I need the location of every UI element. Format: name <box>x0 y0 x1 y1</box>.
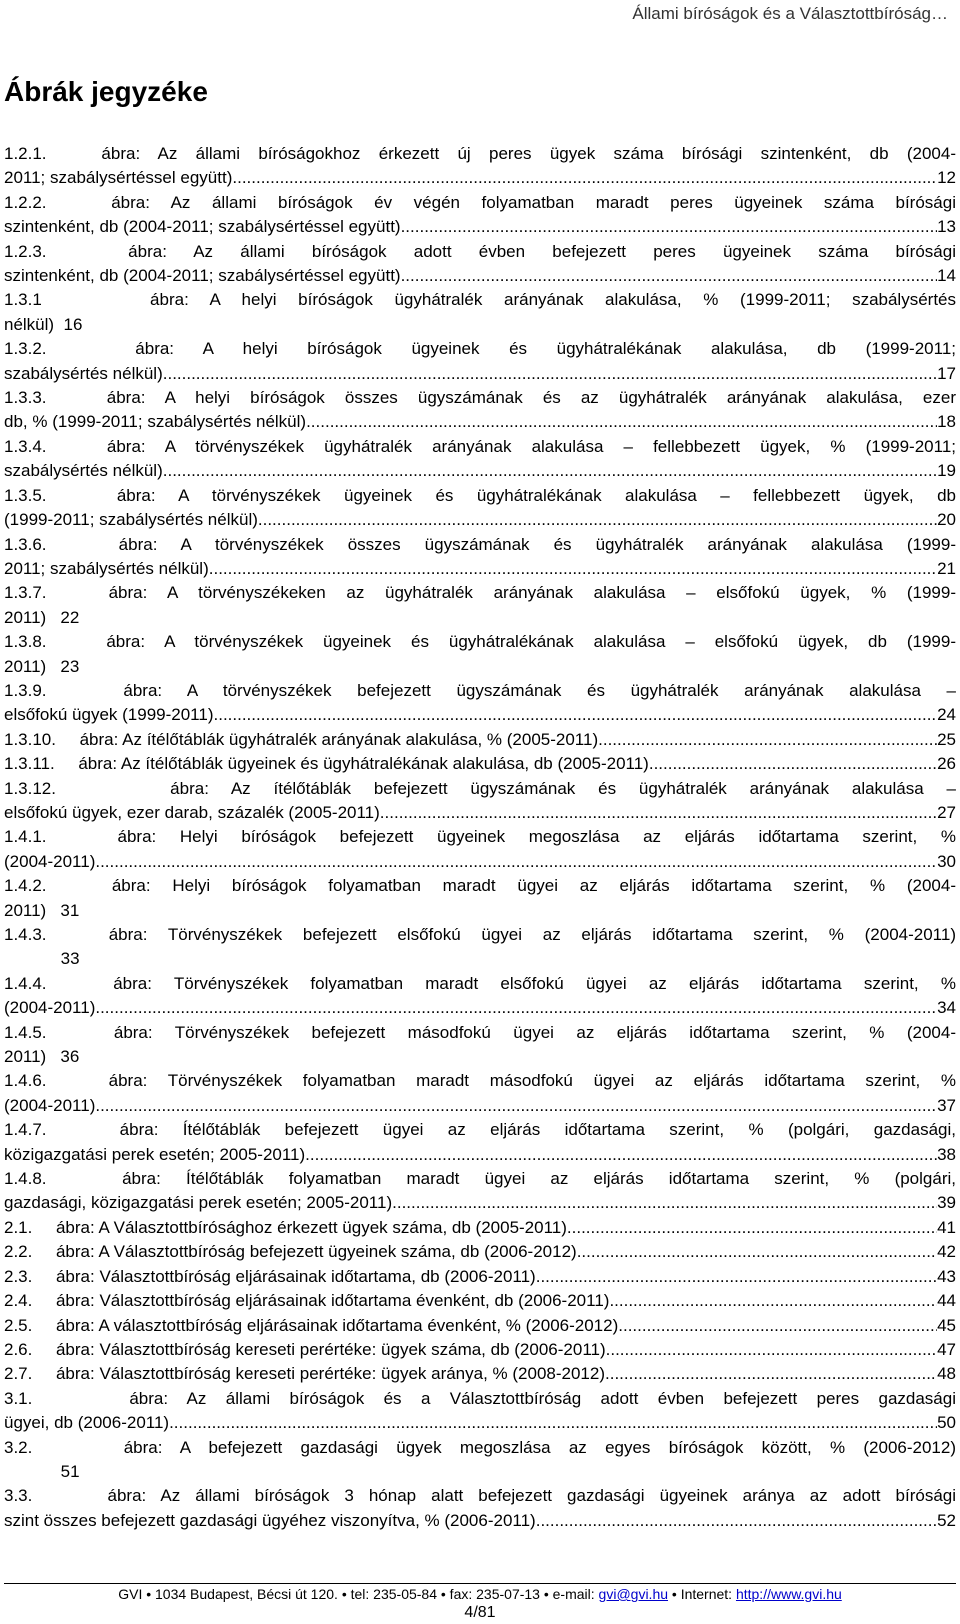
toc-entry-text: (2004-2011) <box>4 998 96 1018</box>
toc-entry[interactable] <box>4 728 956 752</box>
toc-entry-line: 1.3.8. ábra: A törvényszékek ügyeinek és ügyhátralékának alakulása – elsőfokú ügyek, db (1999- <box>4 632 956 652</box>
page-number: 4/81 <box>464 1604 496 1621</box>
toc-page-number: 47 <box>937 1339 956 1359</box>
toc-entry-last-line <box>4 850 956 874</box>
toc-entry-text: 2011; szabálysértéssel együtt) <box>4 168 233 188</box>
toc-entry-text: 2.7. ábra: Választottbíróság kereseti perértéke: ügyek aránya, % (2008-2012) <box>4 1364 606 1384</box>
dot-leader <box>95 1094 937 1118</box>
toc-page-number: 34 <box>937 998 956 1018</box>
dot-leader <box>214 703 938 727</box>
toc-entry-text: gazdasági, közigazgatási perek esetén; 2005-2011) <box>4 1193 393 1213</box>
toc-entry-last-line <box>4 362 956 386</box>
toc-entry-text: 2.1. ábra: A Választottbírósághoz érkezett ügyek száma, db (2005-2011) <box>4 1217 567 1237</box>
toc-page-number: 19 <box>937 461 956 481</box>
dot-leader <box>536 1265 937 1289</box>
toc-entry-last-line <box>4 508 956 532</box>
toc-entry-last-line <box>4 1289 956 1313</box>
toc-entry-line: 1.4.5. ábra: Törvényszékek befejezett másodfokú ügyei az eljárás időtartama szerint, % (2004- <box>4 1022 956 1042</box>
toc-entry-text: szintenként, db (2004-2011; szabálysértéssel együtt) <box>4 217 401 237</box>
toc-entry-text: szintenként, db (2004-2011; szabálysértéssel együtt) <box>4 266 401 286</box>
toc-entry-last-line <box>4 703 956 727</box>
toc-entry[interactable] <box>4 191 956 240</box>
toc-page-number: 12 <box>937 168 956 188</box>
toc-entry-line: 1.3.9. ábra: A törvényszékek befejezett ügyszámának és ügyhátralék arányának alakulása – <box>4 680 956 700</box>
toc-entry-text: 2011) 23 <box>4 656 80 676</box>
toc-entry[interactable] <box>4 1289 956 1313</box>
toc-entry-last-line <box>4 215 956 239</box>
dot-leader <box>577 1240 937 1264</box>
toc-entry[interactable] <box>4 1314 956 1338</box>
toc-page-number: 17 <box>937 363 956 383</box>
toc-entry[interactable] <box>4 1436 956 1485</box>
toc-entry-last-line <box>4 1216 956 1240</box>
toc-entry[interactable] <box>4 1265 956 1289</box>
dot-leader <box>536 1509 937 1533</box>
toc-entry-text: 1.3.11. ábra: Az ítélőtáblák ügyeinek és ügyhátralékának alakulása, db (2005-2011) <box>4 754 649 774</box>
toc-entry-text: 2.6. ábra: Választottbíróság kereseti perértéke: ügyek száma, db (2006-2011) <box>4 1339 606 1359</box>
toc-entry-last-line <box>4 801 956 825</box>
toc-entry-line: 1.4.6. ábra: Törvényszékek folyamatban maradt másodfokú ügyei az eljárás időtartama szerint, % <box>4 1071 956 1091</box>
dot-leader <box>95 996 937 1020</box>
toc-entry-text: 2011) 36 <box>4 1047 80 1067</box>
dot-leader <box>609 1289 937 1313</box>
dot-leader <box>306 410 937 434</box>
toc-entry-line: 1.3.3. ábra: A helyi bíróságok összes ügyszámának és az ügyhátralék arányának alakulása, ezer <box>4 388 956 408</box>
toc-page-number: 44 <box>937 1291 956 1311</box>
dot-leader <box>567 1216 937 1240</box>
footer-contact: GVI • 1034 Budapest, Bécsi út 120. • tel: 235-05-84 • fax: 235-07-13 • e-mail: <box>118 1586 599 1602</box>
toc-entry-text: 2.2. ábra: A Választottbíróság befejezett ügyeinek száma, db (2006-2012) <box>4 1242 577 1262</box>
toc-entry-last-line <box>4 1411 956 1435</box>
toc-entry[interactable] <box>4 1021 956 1070</box>
toc-entry-last-line <box>4 557 956 581</box>
toc-entry[interactable] <box>4 777 956 826</box>
toc-entry-line: 1.2.1. ábra: Az állami bíróságokhoz érkezett új peres ügyek száma bírósági szintenként, db (2004- <box>4 144 956 163</box>
toc-entry[interactable] <box>4 1069 956 1118</box>
dot-leader <box>169 1411 937 1435</box>
toc-page-number: 42 <box>937 1242 956 1262</box>
toc-entry-last-line <box>4 459 956 483</box>
toc-entry-last-line <box>4 1094 956 1118</box>
toc-entry-text: elsőfokú ügyek, ezer darab, százalék (2005-2011) <box>4 802 380 822</box>
toc-page-number: 14 <box>937 266 956 286</box>
toc-entry-last-line <box>4 752 956 776</box>
dot-leader <box>605 1362 937 1386</box>
toc-entry-last-line <box>4 947 956 971</box>
toc-entry-line: 1.4.4. ábra: Törvényszékek folyamatban maradt elsőfokú ügyei az eljárás időtartama szerint, % <box>4 973 956 993</box>
toc-page-number: 45 <box>937 1315 956 1335</box>
toc-page-number: 48 <box>937 1364 956 1384</box>
toc-entry[interactable] <box>4 630 956 679</box>
toc-entry-last-line <box>4 1045 956 1069</box>
toc-entry-line: 1.3.12. ábra: Az ítélőtáblák befejezett ügyszámának és ügyhátralék arányának alakulása – <box>4 778 956 798</box>
toc-entry-text: 2.4. ábra: Választottbíróság eljárásainak időtartama évenként, db (2006-2011) <box>4 1291 610 1311</box>
toc-entry-text: nélkül) 16 <box>4 314 83 334</box>
dot-leader <box>163 362 937 386</box>
toc-entry-line: 1.4.3. ábra: Törvényszékek befejezett elsőfokú ügyei az eljárás időtartama szerint, % (2004-2011) <box>4 925 956 944</box>
footer-divider <box>4 1583 956 1584</box>
toc-page-number: 50 <box>937 1413 956 1433</box>
toc-entry-line: 3.1. ábra: Az állami bíróságok és a Választottbíróság adott évben befejezett peres gazdasági <box>4 1388 956 1408</box>
toc-page-number: 30 <box>937 851 956 871</box>
toc-entry-last-line <box>4 1314 956 1338</box>
toc-entry-text: db, % (1999-2011; szabálysértés nélkül) <box>4 412 307 432</box>
toc-entry-text: (1999-2011; szabálysértés nélkül) <box>4 510 258 530</box>
toc-entry[interactable] <box>4 1216 956 1240</box>
toc-entry-last-line <box>4 1362 956 1386</box>
toc-entry-text: 2.5. ábra: A választottbíróság eljárásainak időtartama évenként, % (2006-2012) <box>4 1315 619 1335</box>
toc-entry-line: 1.4.2. ábra: Helyi bíróságok folyamatban maradt ügyei az eljárás időtartama szerint, % (2004- <box>4 876 956 896</box>
dot-leader <box>163 459 937 483</box>
toc-page-number: 27 <box>937 802 956 822</box>
figure-list <box>4 142 956 1533</box>
toc-entry-last-line <box>4 166 956 190</box>
toc-entry-text: 2011; szabálysértés nélkül) <box>4 558 209 578</box>
toc-entry-line: 3.2. ábra: A befejezett gazdasági ügyek megoszlása az egyes bíróságok között, % (2006-2012) <box>4 1437 956 1457</box>
toc-entry-text: elsőfokú ügyek (1999-2011) <box>4 705 214 725</box>
toc-entry-last-line <box>4 899 956 923</box>
toc-entry-last-line <box>4 996 956 1020</box>
dot-leader <box>392 1191 937 1215</box>
toc-entry[interactable] <box>4 874 956 923</box>
toc-entry-text: 51 <box>4 1461 80 1481</box>
toc-entry[interactable] <box>4 752 956 776</box>
toc-entry-last-line <box>4 313 956 337</box>
toc-entry-last-line <box>4 655 956 679</box>
toc-entry-line: 3.3. ábra: Az állami bíróságok 3 hónap alatt befejezett gazdasági ügyeinek aránya az adott bírósági <box>4 1486 956 1506</box>
toc-entry[interactable] <box>4 923 956 972</box>
toc-entry-text: (2004-2011) <box>4 851 96 871</box>
toc-entry[interactable] <box>4 435 956 484</box>
toc-entry-text: szabálysértés nélkül) <box>4 461 163 481</box>
toc-entry-line: 1.2.3. ábra: Az állami bíróságok adott évben befejezett peres ügyeinek száma bírósági <box>4 241 956 261</box>
toc-entry[interactable] <box>4 825 956 874</box>
toc-entry-line: 1.4.1. ábra: Helyi bíróságok befejezett ügyeinek megoszlása az eljárás időtartama szerint, % <box>4 827 956 847</box>
toc-entry-last-line <box>4 728 956 752</box>
toc-entry[interactable] <box>4 386 956 435</box>
toc-entry-last-line <box>4 264 956 288</box>
dot-leader <box>209 557 937 581</box>
dot-leader <box>305 1143 937 1167</box>
toc-page-number: 25 <box>937 729 956 749</box>
toc-entry[interactable] <box>4 1484 956 1533</box>
toc-entry[interactable] <box>4 533 956 582</box>
toc-entry-line: 1.3.6. ábra: A törvényszékek összes ügyszámának és ügyhátralék arányának alakulása (1999- <box>4 534 956 554</box>
dot-leader <box>232 166 937 190</box>
toc-entry[interactable] <box>4 142 956 191</box>
toc-entry[interactable] <box>4 484 956 533</box>
toc-entry-line: 1.2.2. ábra: Az állami bíróságok év végén folyamatban maradt peres ügyeinek száma bírósági <box>4 192 956 212</box>
toc-entry-line: 1.3.1 ábra: A helyi bíróságok ügyhátralék arányának alakulása, % (1999-2011; szabálysértés <box>4 290 956 310</box>
toc-entry-text: szabálysértés nélkül) <box>4 363 163 383</box>
toc-entry-text: ügyei, db (2006-2011) <box>4 1413 170 1433</box>
toc-entry[interactable] <box>4 1167 956 1216</box>
toc-entry-last-line <box>4 1460 956 1484</box>
toc-entry[interactable] <box>4 337 956 386</box>
toc-entry-last-line <box>4 1509 956 1533</box>
toc-entry[interactable] <box>4 240 956 289</box>
toc-page-number: 37 <box>937 1095 956 1115</box>
dot-leader <box>598 728 937 752</box>
running-header: Állami bíróságok és a Választottbíróság… <box>632 4 948 23</box>
toc-entry-last-line <box>4 1240 956 1264</box>
toc-entry-text: 2011) 22 <box>4 607 80 627</box>
toc-entry[interactable] <box>4 288 956 337</box>
toc-entry[interactable] <box>4 581 956 630</box>
toc-entry[interactable] <box>4 1240 956 1264</box>
toc-page-number: 24 <box>937 705 956 725</box>
dot-leader <box>649 752 937 776</box>
toc-entry-text: 2011) 31 <box>4 900 80 920</box>
toc-entry-line: 1.4.8. ábra: Ítélőtáblák folyamatban maradt ügyei az eljárás időtartama szerint, % (polgári, <box>4 1169 956 1189</box>
dot-leader <box>618 1314 937 1338</box>
toc-entry-text: szint összes befejezett gazdasági ügyéhez viszonyítva, % (2006-2011) <box>4 1510 536 1530</box>
toc-entry-text: közigazgatási perek esetén; 2005-2011) <box>4 1144 306 1164</box>
page-title: Ábrák jegyzéke <box>4 76 208 107</box>
toc-entry-line: 1.3.7. ábra: A törvényszékeken az ügyhátralék arányának alakulása – elsőfokú ügyek, % (1999- <box>4 583 956 603</box>
toc-entry-last-line <box>4 1265 956 1289</box>
toc-entry[interactable] <box>4 1118 956 1167</box>
toc-entry[interactable] <box>4 972 956 1021</box>
toc-entry-last-line <box>4 606 956 630</box>
dot-leader <box>258 508 937 532</box>
toc-entry-text: 33 <box>4 949 80 969</box>
toc-entry-line: 1.3.2. ábra: A helyi bíróságok ügyeinek és ügyhátralékának alakulása, db (1999-2011; <box>4 339 956 359</box>
toc-entry-last-line <box>4 1191 956 1215</box>
toc-page-number: 26 <box>937 754 956 774</box>
toc-entry-last-line <box>4 410 956 434</box>
toc-entry[interactable] <box>4 1338 956 1362</box>
toc-entry[interactable] <box>4 1362 956 1386</box>
toc-page-number: 13 <box>937 217 956 237</box>
toc-entry-line: 1.3.4. ábra: A törvényszékek ügyhátralék arányának alakulása – fellebbezett ügyek, % (1999-2011; <box>4 436 956 456</box>
dot-leader <box>401 215 938 239</box>
toc-entry[interactable] <box>4 679 956 728</box>
dot-leader <box>606 1338 937 1362</box>
toc-entry-last-line <box>4 1143 956 1167</box>
toc-entry-last-line <box>4 1338 956 1362</box>
toc-entry-text: 1.3.10. ábra: Az ítélőtáblák ügyhátralék arányának alakulása, % (2005-2011) <box>4 729 599 749</box>
toc-page-number: 52 <box>937 1510 956 1530</box>
footer <box>0 1586 960 1602</box>
toc-page-number: 38 <box>937 1144 956 1164</box>
toc-page-number: 18 <box>937 412 956 432</box>
toc-entry-line: 1.3.5. ábra: A törvényszékek ügyeinek és ügyhátralékának alakulása – fellebbezett ügyek, db <box>4 485 956 505</box>
footer-email-link[interactable]: gvi@gvi.hu <box>598 1586 669 1602</box>
toc-page-number: 41 <box>937 1217 956 1237</box>
toc-page-number: 21 <box>937 558 956 578</box>
toc-page-number: 43 <box>937 1266 956 1286</box>
dot-leader <box>401 264 938 288</box>
toc-page-number: 39 <box>937 1193 956 1213</box>
toc-entry-text: 2.3. ábra: Választottbíróság eljárásainak időtartama, db (2006-2011) <box>4 1266 536 1286</box>
toc-entry[interactable] <box>4 1387 956 1436</box>
dot-leader <box>380 801 937 825</box>
footer-website-link[interactable]: http://www.gvi.hu <box>735 1586 842 1602</box>
dot-leader <box>95 850 937 874</box>
toc-entry-text: (2004-2011) <box>4 1095 96 1115</box>
footer-internet-label: • Internet: <box>668 1586 736 1602</box>
toc-page-number: 20 <box>937 510 956 530</box>
toc-entry-line: 1.4.7. ábra: Ítélőtáblák befejezett ügyei az eljárás időtartama szerint, % (polgári, gazdasági, <box>4 1120 956 1140</box>
